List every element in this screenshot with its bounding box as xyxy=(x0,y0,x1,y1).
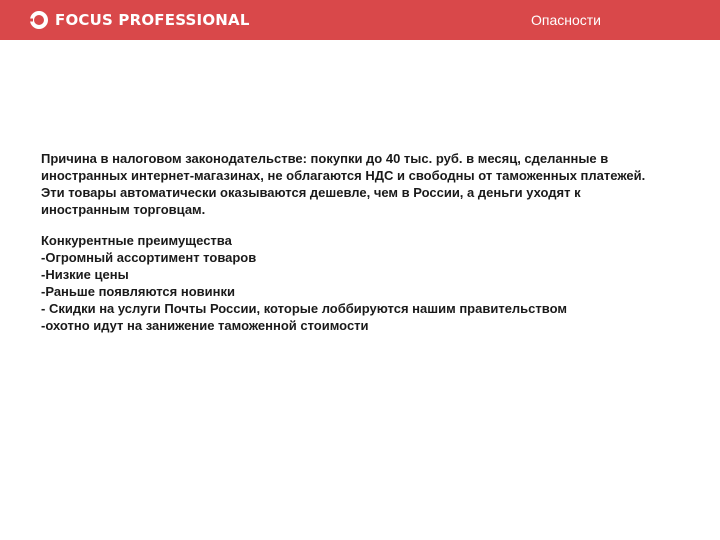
advantages-list xyxy=(41,249,671,334)
brand-name: FOCUS PROFESSIONAL xyxy=(55,11,250,29)
list-item: -Низкие цены xyxy=(41,267,129,282)
section-title: Опасности xyxy=(531,12,602,28)
list-item: -охотно идут на занижение таможенной стоимости xyxy=(41,318,369,333)
list-item: -Огромный ассортимент товаров xyxy=(41,250,257,265)
list-item: -Раньше появляются новинки xyxy=(41,284,235,299)
focus-ring-logo-icon xyxy=(29,10,49,30)
brand-logo xyxy=(29,10,250,30)
advantages-heading: Конкурентные преимущества xyxy=(41,233,232,248)
header-bar xyxy=(0,0,720,40)
slide-content xyxy=(41,150,671,334)
list-item: - Скидки на услуги Почты России, которые лоббируются нашим правительством xyxy=(41,301,567,316)
paragraph-spacer xyxy=(41,218,671,232)
reason-paragraph: Причина в налоговом законодательстве: покупки до 40 тыс. руб. в месяц, сделанные в иностранных интернет-магазинах, не облагаются НДС и свободны от таможенных платежей. Эти товары автоматически оказываются дешевле, чем в России, а деньги уходят к иностранным торговцам. xyxy=(41,151,646,217)
